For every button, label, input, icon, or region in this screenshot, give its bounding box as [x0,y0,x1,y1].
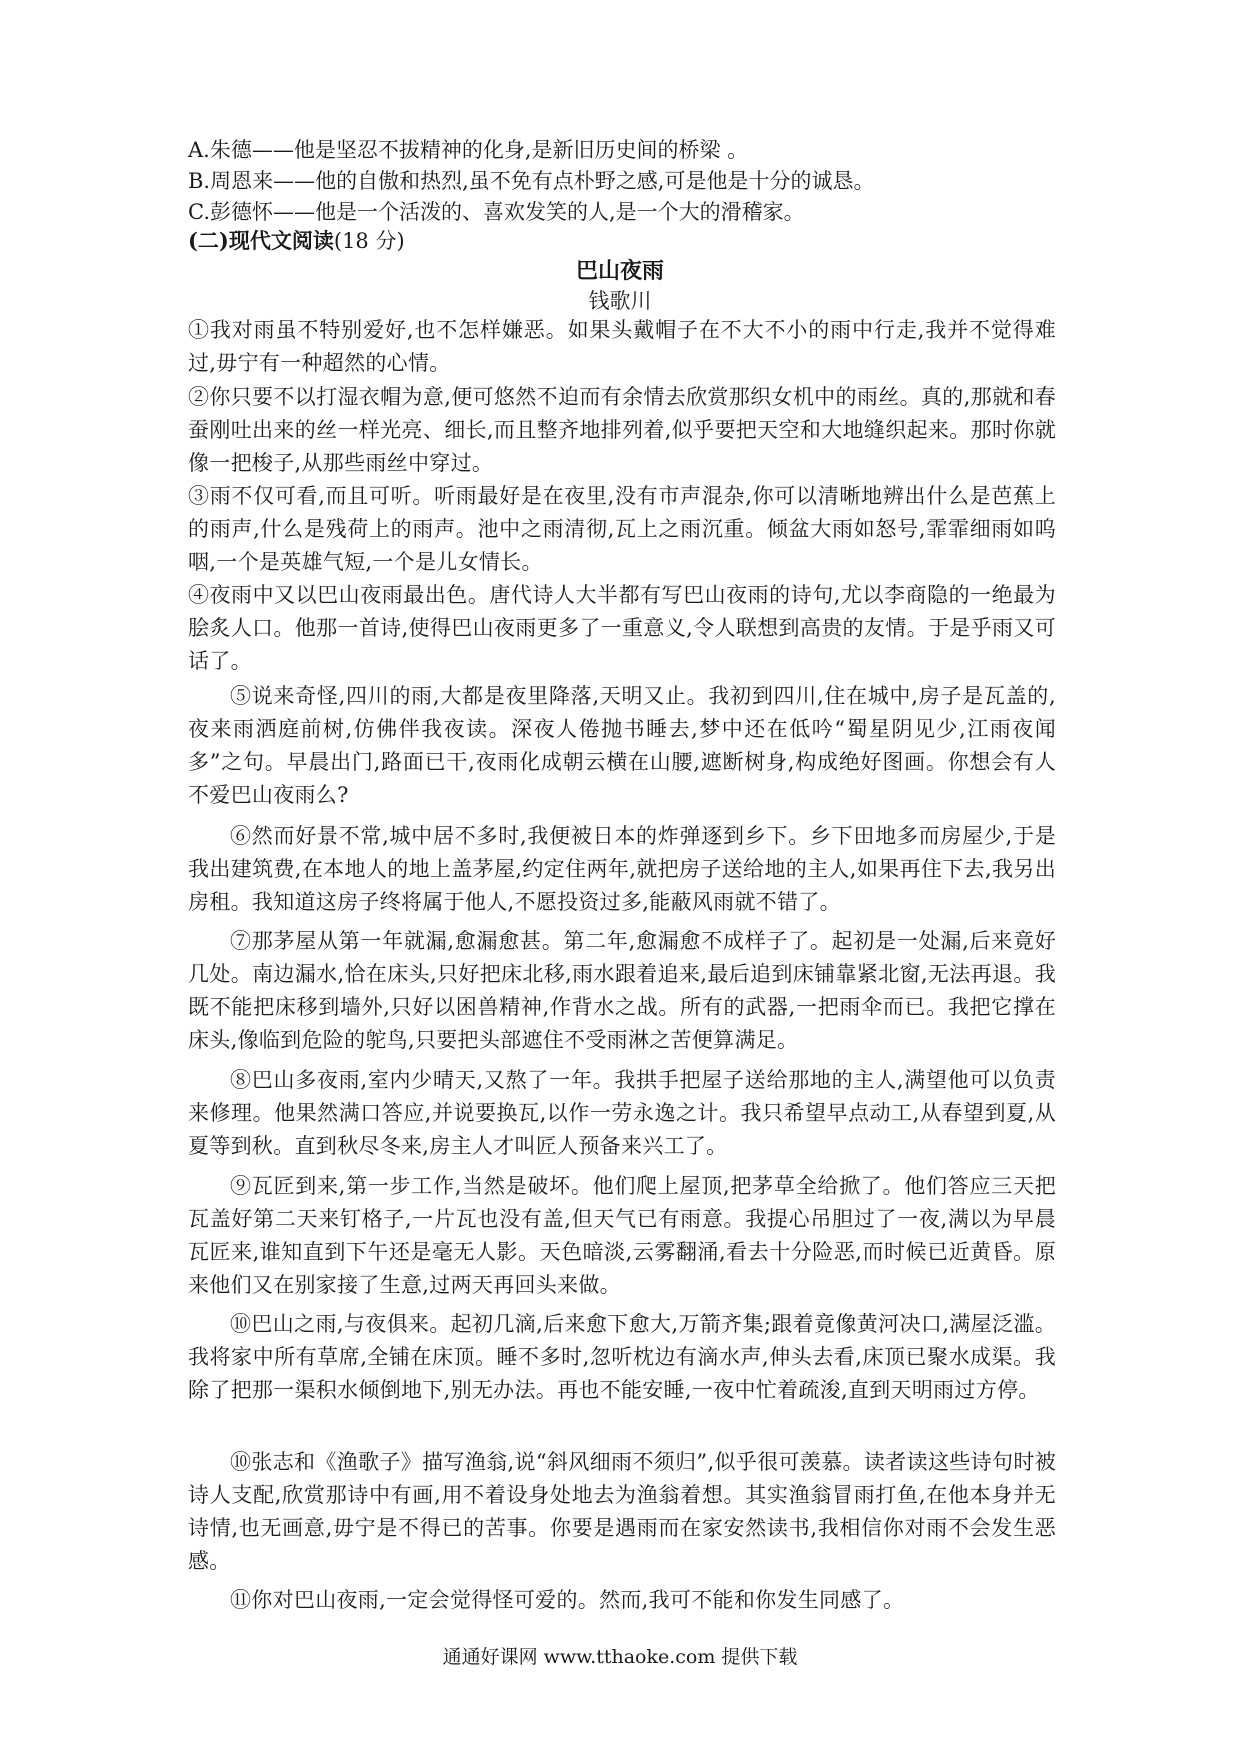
paragraph-5: ⑤说来奇怪,四川的雨,大都是夜里降落,天明又止。我初到四川,住在城中,房子是瓦盖的,夜来雨洒庭前树,仿佛伴我夜读。深夜人倦抛书睡去,梦中还在低吟“蜀星阴见少,江雨夜闻多”之句。早晨出门,路面已干,夜雨化成朝云横在山腰,遮断树身,构成绝好图画。你想会有人不爱巴山夜雨么? [188,684,1056,807]
paragraph-8: ⑧巴山多夜雨,室内少晴天,又熬了一年。我拱手把屋子送给那地的主人,满望他可以负责来修理。他果然满口答应,并说要换瓦,以作一劳永逸之计。我只希望早点动工,从春望到夏,从夏等到秋。直到秋尽冬来,房主人才叫匠人预备来兴工了。 [188,1068,1056,1158]
paragraph-12: ⑪你对巴山夜雨,一定会觉得怪可爱的。然而,我可不能和你发生同感了。 [230,1588,905,1612]
essay-author: 钱歌川 [588,289,652,313]
paragraph-1: ①我对雨虽不特别爱好,也不怎样嫌恶。如果头戴帽子在不大不小的雨中行走,我并不觉得难过,毋宁有一种超然的心情。 [188,318,1056,375]
paragraph-10: ⑩巴山之雨,与夜俱来。起初几滴,后来愈下愈大,万箭齐集;跟着竟像黄河决口,满屋泛滥。我将家中所有草席,全铺在床顶。睡不多时,忽听枕边有滴水声,伸头去看,床顶已聚水成渠。我除了把那一渠积水倾倒地下,别无办法。再也不能安睡,一夜中忙着疏浚,直到天明雨过方停。 [188,1312,1056,1402]
paragraph-4: ④夜雨中又以巴山夜雨最出色。唐代诗人大半都有写巴山夜雨的诗句,尤以李商隐的一绝最为脍炙人口。他那一首诗,使得巴山夜雨更多了一重意义,令人联想到高贵的友情。于是乎雨又可话了。 [188,583,1056,673]
paragraph-2: ②你只要不以打湿衣帽为意,便可悠然不迫而有余情去欣赏那织女机中的雨丝。真的,那就和春蚕刚吐出来的丝一样光亮、细长,而且整齐地排列着,似乎要把天空和大地缝织起来。那时你就像一把梭子,从那些雨丝中穿过。 [188,385,1056,475]
section-heading-line [188,226,405,256]
paragraph-11: ⑩张志和《渔歌子》描写渔翁,说“斜风细雨不须归”,似乎很可羡慕。读者读这些诗句时被诗人支配,欣赏那诗中有画,用不着设身处地去为渔翁着想。其实渔翁冒雨打鱼,在他本身并无诗情,也无画意,毋宁是不得已的苦事。你要是遇雨而在家安然读书,我相信你对雨不会发生恶感。 [188,1450,1056,1573]
paragraph-6: ⑥然而好景不常,城中居不多时,我便被日本的炸弹逐到乡下。乡下田地多而房屋少,于是我出建筑费,在本地人的地上盖茅屋,约定住两年,就把房子送给地的主人,如果再住下去,我另出房租。我知道这房子终将属于他人,不愿投资过多,能蔽风雨就不错了。 [188,824,1056,914]
page-footer: 通通好课网 www.tthaoke.com 提供下载 [442,1646,798,1668]
option-a: A.朱德——他是坚忍不拔精神的化身,是新旧历史间的桥梁 。 [188,138,749,162]
essay-title: 巴山夜雨 [575,258,664,284]
option-b: B.周恩来——他的自傲和热烈,虽不免有点朴野之感,可是他是十分的诚恳。 [188,169,875,193]
paragraph-9: ⑨瓦匠到来,第一步工作,当然是破坏。他们爬上屋顶,把茅草全给掀了。他们答应三天把瓦盖好第二天来钉格子,一片瓦也没有盖,但天气已有雨意。我提心吊胆过了一夜,满以为早晨瓦匠来,谁知直到下午还是毫无人影。天色暗淡,云雾翻涌,看去十分险恶,而时候已近黄昏。原来他们又在别家接了生意,过两天再回头来做。 [188,1174,1056,1297]
section-heading: (二)现代文阅读 [188,228,334,253]
paragraph-7: ⑦那茅屋从第一年就漏,愈漏愈甚。第二年,愈漏愈不成样子了。起初是一处漏,后来竟好几处。南边漏水,恰在床头,只好把床北移,雨水跟着追来,最后追到床铺靠紧北窗,无法再退。我既不能把床移到墙外,只好以困兽精神,作背水之战。所有的武器,一把雨伞而已。我把它撑在床头,像临到危险的鸵鸟,只要把头部遮住不受雨淋之苦便算满足。 [188,929,1056,1052]
option-c: C.彭德怀——他是一个活泼的、喜欢发笑的人,是一个大的滑稽家。 [188,200,805,224]
section-score: (18 分) [333,229,405,253]
paragraph-3: ③雨不仅可看,而且可听。听雨最好是在夜里,没有市声混杂,你可以清晰地辨出什么是芭蕉上的雨声,什么是残荷上的雨声。池中之雨清彻,瓦上之雨沉重。倾盆大雨如怒号,霏霏细雨如呜咽,一个是英雄气短,一个是儿女情长。 [188,484,1056,574]
